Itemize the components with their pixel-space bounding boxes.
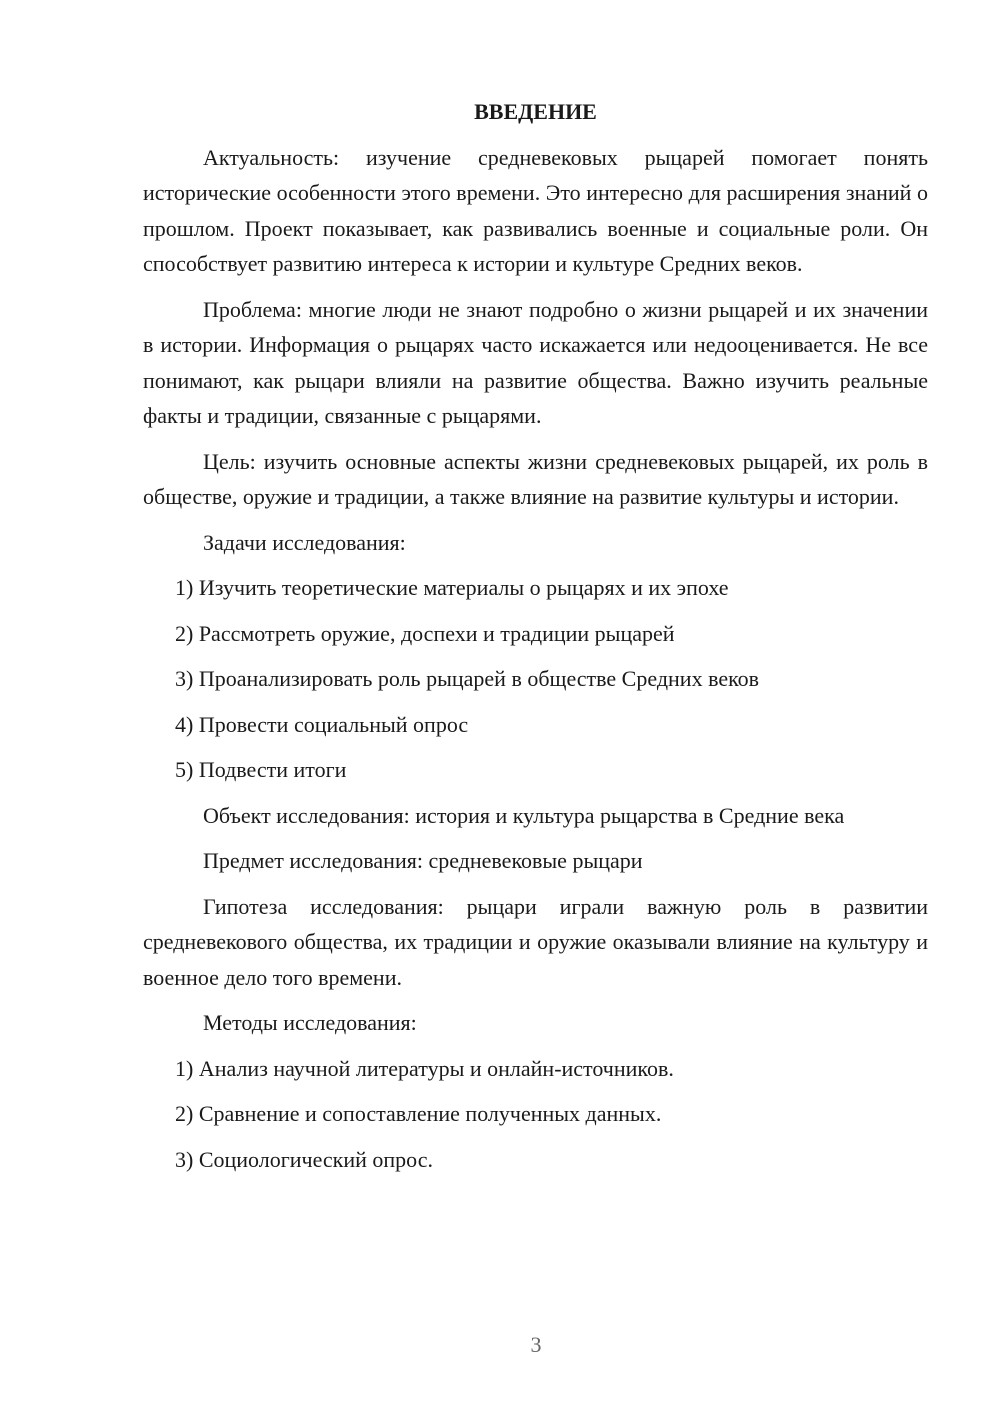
list-item: 2) Рассмотреть оружие, доспехи и традиции рыцарей bbox=[175, 620, 675, 646]
problem-paragraph: Проблема: многие люди не знают подробно о жизни рыцарей и их значении в истории. Информация о рыцарях часто искажается или недооценивается. Не все понимают, как рыцари влияли на развитие общества. Важно изучить реальные факты и традиции, связанные с рыцарями. bbox=[143, 296, 928, 428]
tasks-label: Задачи исследования: bbox=[203, 529, 406, 555]
tasks-list bbox=[143, 570, 928, 788]
section-title: ВВЕДЕНИЕ bbox=[474, 99, 597, 124]
list-item: 1) Изучить теоретические материалы о рыцарях и их эпохе bbox=[175, 575, 729, 600]
document-page bbox=[143, 94, 928, 1187]
list-item: 2) Сравнение и сопоставление полученных данных. bbox=[175, 1101, 662, 1126]
methods-label: Методы исследования: bbox=[203, 1010, 417, 1035]
list-item: 1) Анализ научной литературы и онлайн-источников. bbox=[175, 1055, 674, 1081]
list-item: 3) Проанализировать роль рыцарей в обществе Средних веков bbox=[175, 666, 760, 691]
list-item: 5) Подвести итоги bbox=[175, 757, 347, 782]
page-number: 3 bbox=[530, 1332, 542, 1357]
methods-list bbox=[143, 1051, 928, 1178]
subject-paragraph: Предмет исследования: средневековые рыцари bbox=[203, 848, 643, 873]
relevance-paragraph: Актуальность: изучение средневековых рыцарей помогает понять исторические особенности этого времени. Это интересно для расширения знаний о прошлом. Проект показывает, как развивались военные и социальные роли. Он способствует развитию интереса к истории и культуре Средних веков. bbox=[143, 144, 928, 276]
object-paragraph: Объект исследования: история и культура рыцарства в Средние века bbox=[203, 802, 845, 828]
hypothesis-paragraph: Гипотеза исследования: рыцари играли важную роль в развитии средневекового общества, их традиции и оружие оказывали влияние на культуру и военное дело того времени. bbox=[143, 893, 928, 990]
list-item: 4) Провести социальный опрос bbox=[175, 711, 469, 737]
goal-paragraph: Цель: изучить основные аспекты жизни средневековых рыцарей, их роль в обществе, оружие и традиции, а также влияние на развитие культуры и истории. bbox=[143, 448, 928, 509]
list-item: 3) Социологический опрос. bbox=[175, 1146, 433, 1172]
